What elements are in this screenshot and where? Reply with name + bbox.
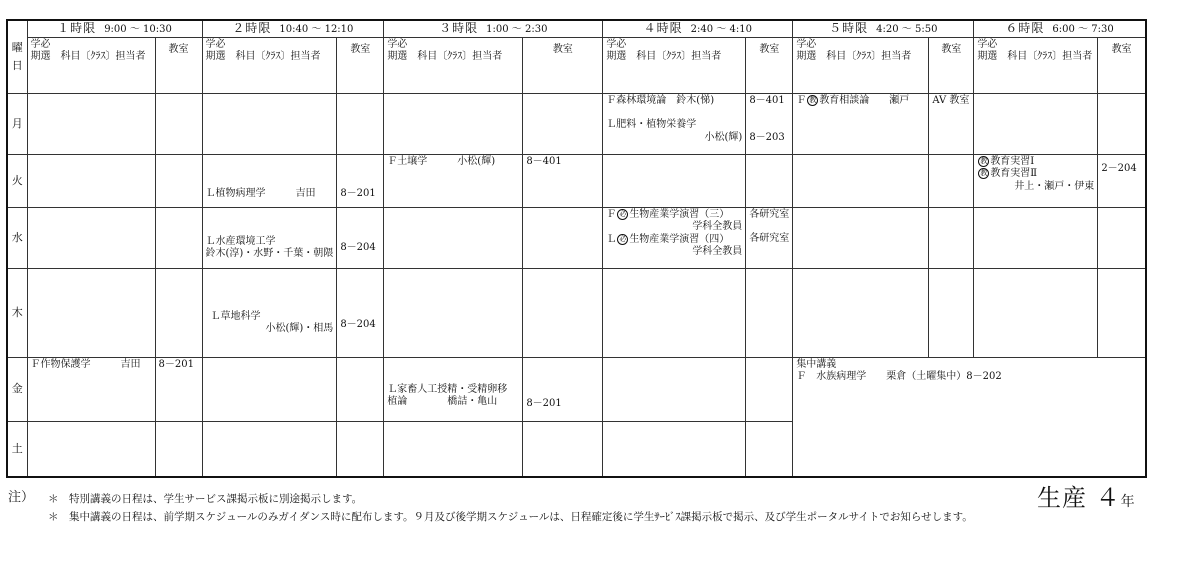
- kyo-circle-mark-icon: 教: [980, 156, 988, 165]
- cell-tue-p3: [384, 154, 523, 207]
- cell-thu-p3: [384, 268, 523, 357]
- room-header: 教室: [155, 37, 202, 93]
- cell-mon-p5: [793, 93, 929, 154]
- room-thu-p3: [523, 268, 603, 357]
- cell-tue-p5: [793, 154, 929, 207]
- course-bio-industry-seminar-3: Ｆ 必 生物産業学演習（三）: [606, 208, 730, 220]
- cell-intensive-lecture: [793, 357, 1146, 477]
- room-wed-p1: [155, 207, 202, 268]
- room-tue-p1: [155, 154, 202, 207]
- day-label-friday: 金: [7, 357, 27, 421]
- room-fri-p4: [746, 357, 793, 421]
- course-grassland-science: Ｌ草地科学: [210, 310, 261, 322]
- room-tue-p2: 8－201: [337, 154, 384, 207]
- course-forest-environment: Ｆ森林環境論 鈴木(悌): [606, 94, 715, 106]
- course-crop-protection: Ｆ作物保護学 吉田: [30, 358, 141, 370]
- cell-wed-p1: [27, 207, 155, 268]
- cell-thu-p6: [974, 268, 1098, 357]
- room-tue-p6: 2－204: [1098, 154, 1146, 207]
- cell-fri-p1: [27, 357, 155, 421]
- room-fri-p3: 8－201: [523, 357, 603, 421]
- room-thu-p4: [746, 268, 793, 357]
- cell-mon-p6: [974, 93, 1098, 154]
- room-wed-p4: 各研究室 各研究室: [746, 207, 793, 268]
- room-mon-p4: 8－401 8－203: [746, 93, 793, 154]
- room-tue-p3: 8－401: [523, 154, 603, 207]
- course-bio-industry-seminar-4: Ｌ 必 生物産業学演習（四）: [606, 233, 730, 245]
- period-4-header: ４時限 2:40 ～ 4:10: [603, 20, 793, 37]
- intensive-lecture-title: 集中講義: [796, 358, 837, 370]
- cell-wed-p2: [202, 207, 337, 268]
- timetable: [6, 19, 1147, 478]
- period-header-row: [7, 20, 1146, 37]
- cell-fri-p2: [202, 357, 337, 421]
- course-continuation: 植論 橋詰・亀山: [387, 396, 498, 407]
- cell-wed-p6: [974, 207, 1098, 268]
- course-teaching-practice-2: 教 教育実習Ⅱ: [980, 168, 1038, 179]
- period-1-header: １時限 9:00 ～ 10:30: [27, 20, 202, 37]
- instructor: 学科全教員: [692, 246, 743, 257]
- course-livestock-insemination: Ｌ家畜人工授精・受精卵移: [387, 383, 508, 395]
- room-header: 教室: [1098, 37, 1146, 93]
- cell-tue-p1: [27, 154, 155, 207]
- cell-mon-p3: [384, 93, 523, 154]
- room-mon-p3: [523, 93, 603, 154]
- subject-header: 学必 期選 科目〔ｸﾗｽ〕担当者: [793, 37, 929, 93]
- room-header: 教室: [337, 37, 384, 93]
- cell-tue-p2: [202, 154, 337, 207]
- room-sat-p4: [746, 421, 793, 477]
- day-label-wednesday: 水: [7, 207, 27, 268]
- course-teaching-practice-1: 教 教育実習Ⅰ: [980, 155, 1035, 167]
- cell-mon-p2: [202, 93, 337, 154]
- room-header: 教室: [929, 37, 974, 93]
- period-5-header: ５時限 4:20 ～ 5:50: [793, 20, 974, 37]
- subject-header: 学必 期選 科目〔ｸﾗｽ〕担当者: [202, 37, 337, 93]
- cell-fri-p3: [384, 357, 523, 421]
- room-thu-p6: [1098, 268, 1146, 357]
- row-monday: [7, 93, 1146, 154]
- department-name: 生産: [1037, 484, 1087, 512]
- room-sat-p1: [155, 421, 202, 477]
- room-wed-p5: [929, 207, 974, 268]
- subject-header: 学必 期選 科目〔ｸﾗｽ〕担当者: [27, 37, 155, 93]
- room-fri-p2: [337, 357, 384, 421]
- subject-header: 学必 期選 科目〔ｸﾗｽ〕担当者: [603, 37, 746, 93]
- room-thu-p2: 8－204: [337, 268, 384, 357]
- day-label-saturday: 土: [7, 421, 27, 477]
- cell-sat-p1: [27, 421, 155, 477]
- course-fish-pathology: Ｆ 水族病理学 栗倉（土曜集中）8－202: [796, 371, 1002, 382]
- room-mon-p5: AV 教室: [929, 93, 974, 154]
- subject-header: 学必 期選 科目〔ｸﾗｽ〕担当者: [384, 37, 523, 93]
- cell-sat-p4: [603, 421, 746, 477]
- room-header: 教室: [523, 37, 603, 93]
- row-thursday: [7, 268, 1146, 357]
- room-tue-p5: [929, 154, 974, 207]
- period-3-header: ３時限 1:00 ～ 2:30: [384, 20, 603, 37]
- column-subheader-row: [7, 37, 1146, 93]
- room-mon-p1: [155, 93, 202, 154]
- instructor: 井上・瀬戸・伊東: [1014, 180, 1095, 192]
- day-label-thursday: 木: [7, 268, 27, 357]
- cell-thu-p2: [202, 268, 337, 357]
- cell-mon-p1: [27, 93, 155, 154]
- room-thu-p5: [929, 268, 974, 357]
- cell-thu-p1: [27, 268, 155, 357]
- notes-label: 注）: [8, 490, 35, 505]
- period-6-header: ６時限 6:00 ～ 7:30: [974, 20, 1146, 37]
- course-fertilizer-nutrition: Ｌ肥料・植物栄養学: [606, 119, 697, 130]
- day-label-tuesday: 火: [7, 154, 27, 207]
- row-friday: [7, 357, 1146, 421]
- room-sat-p2: [337, 421, 384, 477]
- cell-sat-p3: [384, 421, 523, 477]
- instructor: 学科全教員: [692, 221, 743, 232]
- course-plant-pathology: Ｌ植物病理学 吉田: [205, 188, 316, 199]
- day-column-header: 曜日: [7, 20, 27, 93]
- room-mon-p6: [1098, 93, 1146, 154]
- instructor: 小松(輝): [704, 131, 743, 143]
- note-intensive-lectures: ＊ 集中講義の日程は、前学期スケジュールのみガイダンス時に配布します。９月及び後学期スケジュールは、日程確定後に学生ｻｰﾋﾞｽ課掲示板で掲示、及び学生ポータルサイトでお知らせします。: [48, 511, 973, 523]
- room-thu-p1: [155, 268, 202, 357]
- course-education-counseling: Ｆ 教 教育相談論 瀬戸: [796, 94, 910, 106]
- cell-thu-p5: [793, 268, 929, 357]
- kyo-circle-mark-icon: 教: [980, 169, 988, 177]
- row-tuesday: [7, 154, 1146, 207]
- course-aquatic-env-engineering: Ｌ水産環境工学: [205, 235, 276, 247]
- department-year-label: [1037, 478, 1136, 513]
- cell-mon-p4: [603, 93, 746, 154]
- cell-wed-p5: [793, 207, 929, 268]
- subject-header: 学必 期選 科目〔ｸﾗｽ〕担当者: [974, 37, 1098, 93]
- instructor: 小松(輝)・相馬: [265, 323, 334, 334]
- room-wed-p3: [523, 207, 603, 268]
- period-2-header: ２時限 10:40 ～ 12:10: [202, 20, 384, 37]
- room-tue-p4: [746, 154, 793, 207]
- cell-thu-p4: [603, 268, 746, 357]
- room-sat-p3: [523, 421, 603, 477]
- note-special-lectures: ＊ 特別講義の日程は、学生サービス課掲示板に別途掲示します。: [48, 493, 363, 505]
- cell-fri-p4: [603, 357, 746, 421]
- hitsu-circle-mark-icon: 必: [619, 234, 627, 243]
- room-wed-p6: [1098, 207, 1146, 268]
- kyo-circle-mark-icon: 教: [809, 95, 817, 104]
- cell-sat-p2: [202, 421, 337, 477]
- cell-wed-p4: [603, 207, 746, 268]
- year-number: ４: [1095, 484, 1121, 512]
- day-label-monday: 月: [7, 93, 27, 154]
- cell-wed-p3: [384, 207, 523, 268]
- room-header: 教室: [746, 37, 793, 93]
- room-fri-p1: 8－201: [155, 357, 202, 421]
- room-wed-p2: 8－204: [337, 207, 384, 268]
- room-mon-p2: [337, 93, 384, 154]
- course-soil-science: Ｆ土壌学 小松(輝): [387, 155, 496, 167]
- cell-tue-p6: [974, 154, 1098, 207]
- year-unit: 年: [1120, 494, 1136, 510]
- cell-tue-p4: [603, 154, 746, 207]
- hitsu-circle-mark-icon: 必: [619, 209, 627, 218]
- instructor: 鈴木(淳)・水野・千葉・朝隈: [205, 248, 334, 259]
- row-wednesday: [7, 207, 1146, 268]
